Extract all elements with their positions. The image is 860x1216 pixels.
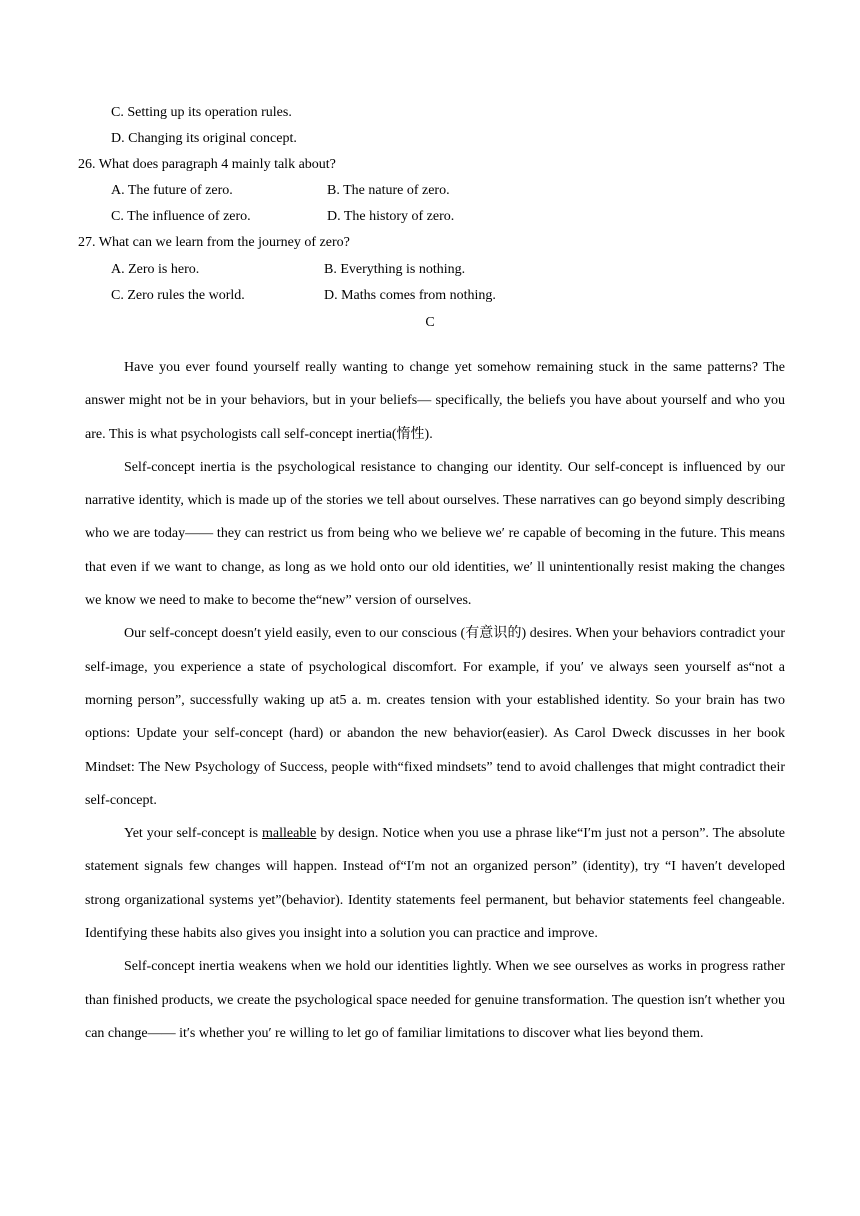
paragraph-4-text-end: by design. Notice when you use a phrase like“I′m just not a person”. The absolute statement signals few changes will happen. Instead of“I′m not an organized person” (identity), try “I haven′t developed strong organizational systems yet”(behavior). Identity statements feel permanent, but behavior statements feel changeable. Identifying these habits also gives you insight into a solution you can practice and improve. xyxy=(85,826,785,942)
question-27-option-a: A. Zero is hero. xyxy=(111,262,200,277)
question-26-stem: 26. What does paragraph 4 mainly talk about? xyxy=(78,157,336,172)
question-27-option-b: B. Everything is nothing. xyxy=(324,262,466,277)
paragraph-5: Self-concept inertia weakens when we hold our identities lightly. When we see ourselves as works in progress rather than finished products, we create the psychological space needed for genuine transformation. The question isn′t whether you can change—— it′s whether you′ re willing to let go of familiar limitations to discover what lies beyond them. xyxy=(85,959,785,1041)
question-26-option-d: D. The history of zero. xyxy=(327,209,455,224)
passage xyxy=(85,351,785,1050)
question-26-option-b: B. The nature of zero. xyxy=(327,183,450,198)
option-d-prev: D. Changing its original concept. xyxy=(111,131,297,146)
question-27-option-d: D. Maths comes from nothing. xyxy=(324,288,496,303)
paragraph-1: Have you ever found yourself really wanting to change yet somehow remaining stuck in the same patterns? The answer might not be in your behaviors, but in your beliefs— specifically, the beliefs you have about yourself and who you are. This is what psychologists call self-concept inertia(惰性). xyxy=(85,360,785,442)
paragraph-4 xyxy=(85,817,785,950)
question-26-option-a: A. The future of zero. xyxy=(111,183,233,198)
option-c-prev: C. Setting up its operation rules. xyxy=(111,105,292,120)
paragraph-4-text-start: Yet your self-concept is xyxy=(124,826,262,842)
question-27-option-c: C. Zero rules the world. xyxy=(111,288,245,303)
question-27-stem: 27. What can we learn from the journey of zero? xyxy=(78,235,350,250)
paragraph-2: Self-concept inertia is the psychological resistance to changing our identity. Our self-concept is influenced by our narrative identity, which is made up of the stories we tell about ourselves. These narratives can go beyond simply describing who we are today—— they can restrict us from being who we believe we′ re capable of becoming in the future. This means that even if we want to change, as long as we hold onto our old identities, we′ ll unintentionally resist making the changes we know we need to make to become the“new” version of ourselves. xyxy=(85,459,785,609)
question-26-option-c: C. The influence of zero. xyxy=(111,209,251,224)
paragraph-3: Our self-concept doesn′t yield easily, even to our conscious (有意识的) desires. When your behaviors contradict your self-image, you experience a state of psychological discomfort. For example, if you′ ve always seen yourself as“not a morning person”, successfully waking up at5 a. m. creates tension with your established identity. So your brain has two options: Update your self-concept (hard) or abandon the new behavior(easier). As Carol Dweck discusses in her book Mindset: The New Psychology of Success, people with“fixed mindsets” tend to avoid challenges that might contradict their self-concept. xyxy=(85,626,785,808)
section-heading: C xyxy=(425,315,435,330)
underlined-word: malleable xyxy=(261,826,317,842)
